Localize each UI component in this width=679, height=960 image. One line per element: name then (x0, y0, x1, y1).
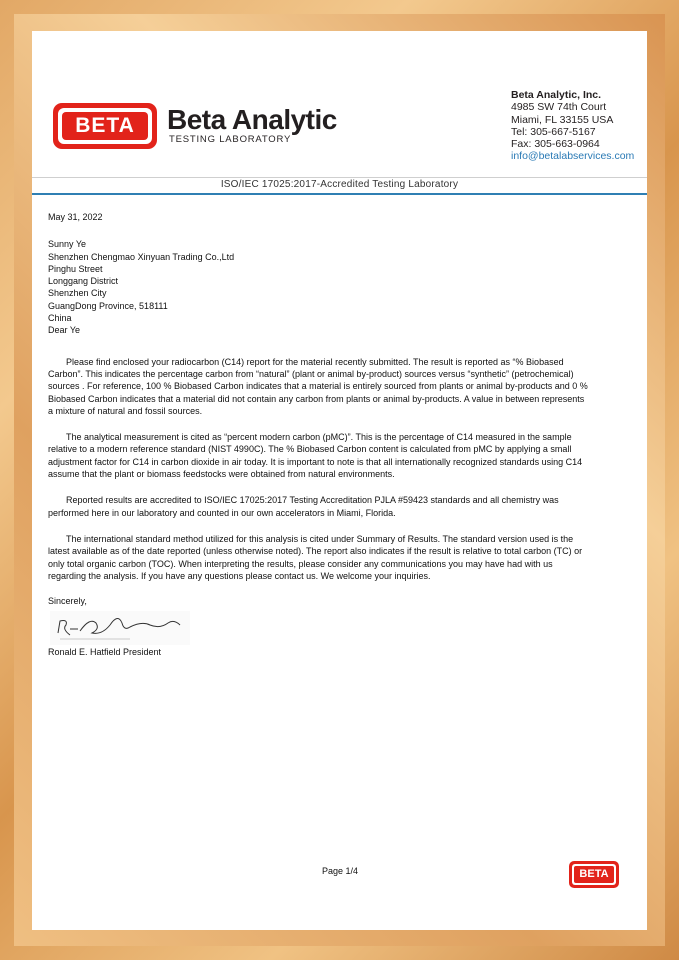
header-blue-rule (32, 193, 647, 195)
salutation: Dear Ye (48, 325, 81, 336)
body-paragraph: The international standard method utilized for this analysis is cited under Summary of Results. The standard version used is the latest available as of the date reported (unless otherwise noted). The report also indicates if the result is relative to total carbon (TC) or only total organic carbon (TOC). When interpreting the results, please consider any communications you may have had with us regarding the analysis. If you have any questions please contact us. We welcome your inquiries. (48, 533, 583, 581)
signer-name: Ronald E. Hatfield President (48, 647, 162, 657)
footer-logo-text: BETA (574, 866, 614, 883)
address-line-1: 4985 SW 74th Court (511, 101, 607, 114)
header-divider (32, 177, 647, 178)
email-link[interactable]: info@betalabservices.com (511, 150, 635, 163)
brand-subtitle: TESTING LABORATORY (169, 134, 292, 145)
fax: Fax: 305-663-0964 (511, 138, 600, 151)
recipient-address (48, 238, 590, 336)
letter-page (32, 31, 647, 930)
recipient-line: Sunny Ye (48, 239, 87, 250)
page-number: Page 1/4 (322, 866, 359, 876)
closing: Sincerely, (48, 596, 87, 607)
letter-body (48, 211, 590, 607)
brand-name: Beta Analytic (167, 104, 337, 135)
body-paragraph: Reported results are accredited to ISO/IEC 17025:2017 Testing Accreditation PJLA #59423 standards and all chemistry was performed here in our laboratory and counted in our own accelerators in Miami, Florida. (48, 495, 559, 518)
handwritten-signature (50, 611, 190, 645)
footer-beta-logo (569, 861, 619, 888)
beta-analytic-logo (53, 103, 337, 153)
recipient-line: Longgang District (48, 276, 119, 287)
recipient-line: China (48, 313, 72, 324)
recipient-line: Shenzhen Chengmao Xinyuan Trading Co.,Ltd (48, 251, 235, 262)
company-contact-block (511, 89, 634, 163)
letter-date: May 31, 2022 (48, 212, 103, 222)
company-name: Beta Analytic, Inc. (511, 89, 602, 101)
body-paragraph: The analytical measurement is cited as “percent modern carbon (pMC)”. This is the percentage of C14 measured in the sample relative to a modern reference standard (NIST 4990C). The % Biobased Carbon content is calculated from pMC by applying a small adjustment factor for C14 in carbon dioxide in air today. It is important to note is that all internationally recognized standards using C14 assume that the plant or biomass feedstocks were obtained from natural environments. (48, 432, 583, 480)
address-line-2: Miami, FL 33155 USA (511, 113, 614, 126)
recipient-line: GuangDong Province, 518111 (48, 300, 168, 311)
telephone: Tel: 305-667-5167 (511, 125, 596, 138)
beta-logo-text: BETA (62, 112, 148, 140)
beta-logo-badge (53, 103, 157, 149)
accreditation-line: ISO/IEC 17025:2017-Accredited Testing Laboratory (220, 179, 459, 190)
recipient-line: Shenzhen City (48, 288, 107, 299)
recipient-line: Pinghu Street (48, 263, 103, 274)
body-paragraph: Please find enclosed your radiocarbon (C14) report for the material recently submitted. The result is reported as “% Biobased Carbon”. This indicates the percentage carbon from “natural” (plant or animal by-product) sources versus “synthetic” (petrochemical) sources . For reference, 100 % Biobased Carbon indicates that a material is entirely sourced from plants or animal by-products and 0 % Biobased Carbon indicates that a material did not contain any carbon from plants or animal by-products. A value in between represents a mixture of natural and fossil sources. (48, 356, 588, 416)
